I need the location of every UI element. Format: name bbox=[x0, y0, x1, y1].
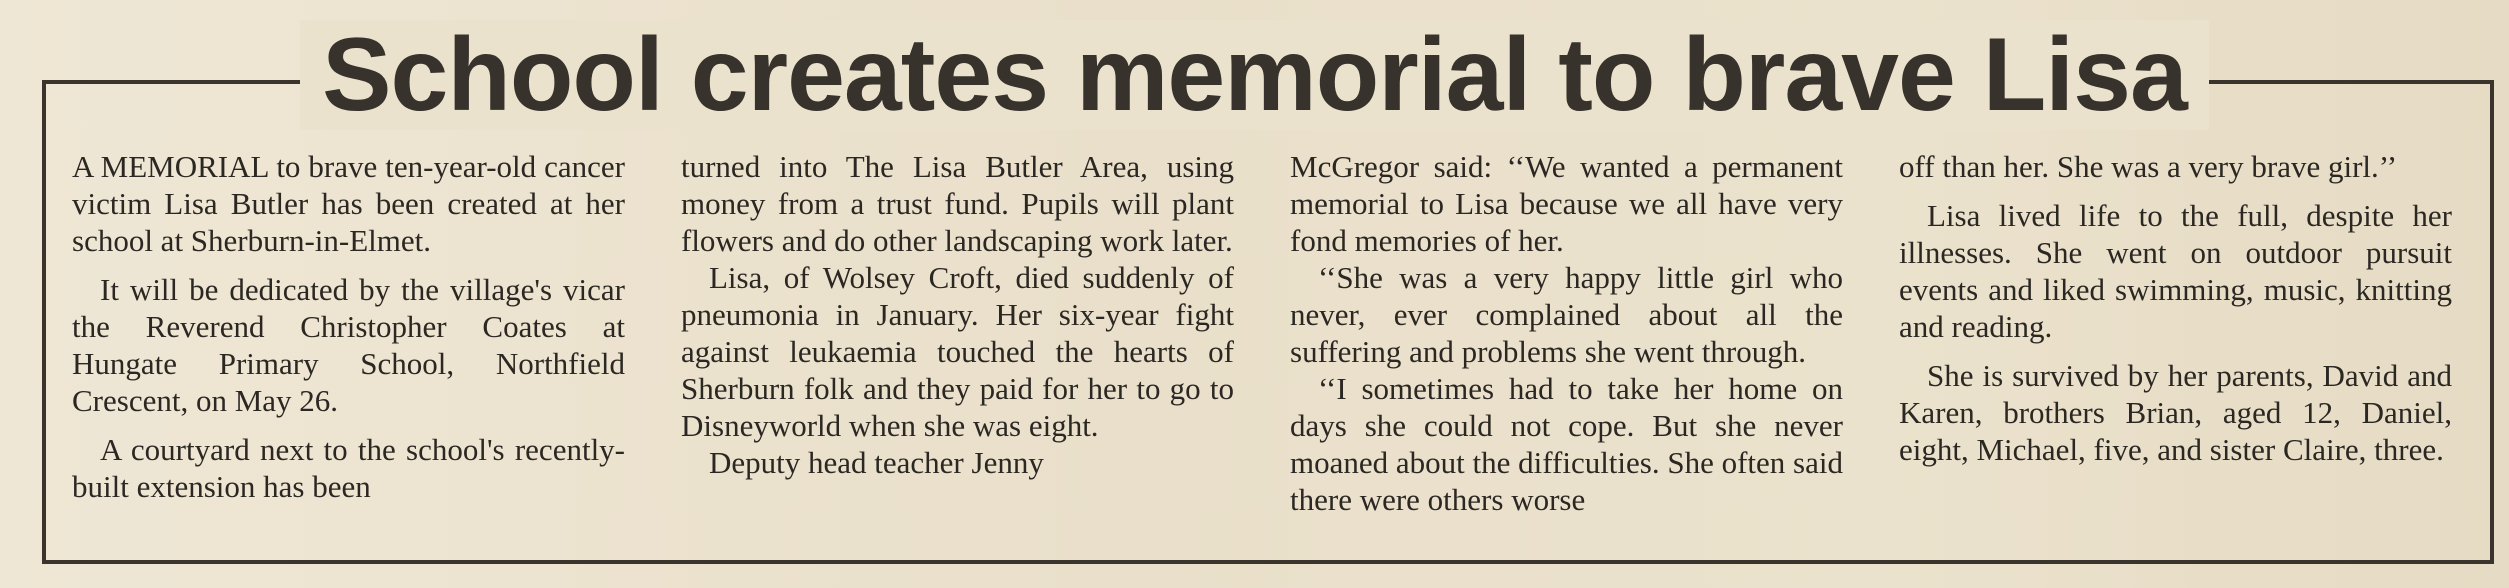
paragraph: turned into The Lisa Butler Area, using money from a trust fund. Pupils will plant flowers and do other landscaping work later. bbox=[681, 149, 1234, 258]
paragraph: McGregor said: ‘‘We wanted a permanent memorial to Lisa because we all have very fond memories of her. bbox=[1290, 149, 1843, 258]
paragraph: Lisa, of Wolsey Croft, died suddenly of pneumonia in January. Her six-year fight against leukaemia touched the hearts of Sherburn folk and they paid for her to go to Disneyworld when she was eight. bbox=[681, 260, 1234, 443]
paragraph: It will be dedicated by the village's vicar the Reverend Christopher Coates at Hungate Primary School, Northfield Crescent, on May 26. bbox=[72, 272, 625, 418]
article-column-4 bbox=[1899, 148, 2452, 548]
article-column-1 bbox=[72, 148, 625, 548]
paragraph: A courtyard next to the school's recently-built extension has been bbox=[72, 432, 625, 504]
headline-container bbox=[0, 17, 2509, 133]
paragraph: Deputy head teacher Jenny bbox=[709, 445, 1044, 480]
article-column-3 bbox=[1290, 148, 1843, 548]
article-column-2 bbox=[681, 148, 1234, 548]
paragraph: off than her. She was a very brave girl.’’ bbox=[1899, 149, 2398, 184]
article-headline: School creates memorial to brave Lisa bbox=[300, 20, 2209, 130]
paragraph: She is survived by her parents, David and Karen, brothers Brian, aged 12, Daniel, eight, Michael, five, and sister Claire, three. bbox=[1899, 358, 2452, 467]
paragraph: ‘‘She was a very happy little girl who never, ever complained about all the suffering and problems she went through. bbox=[1290, 260, 1843, 369]
article-body bbox=[72, 148, 2452, 548]
paragraph: Lisa lived life to the full, despite her illnesses. She went on outdoor pursuit events and liked swimming, music, knitting and reading. bbox=[1899, 198, 2452, 344]
paragraph: A MEMORIAL to brave ten-year-old cancer victim Lisa Butler has been created at her school at Sherburn-in-Elmet. bbox=[72, 149, 625, 258]
paragraph: ‘‘I sometimes had to take her home on days she could not cope. But she never moaned about the difficulties. She often said there were others worse bbox=[1290, 371, 1843, 517]
